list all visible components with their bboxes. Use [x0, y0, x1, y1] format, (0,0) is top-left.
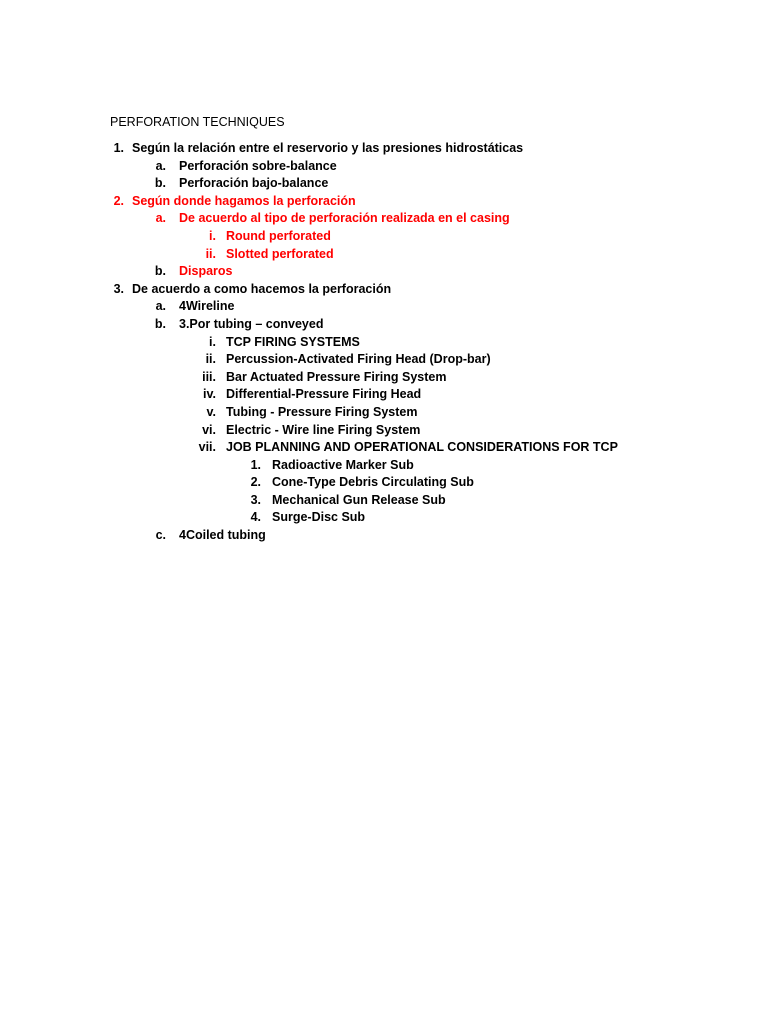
- list-item-marker: a.: [155, 158, 166, 173]
- list-item-text: TCP FIRING SYSTEMS: [226, 334, 360, 349]
- list-item-marker: 2.: [113, 193, 124, 208]
- outline-list: [0, 140, 768, 545]
- list-item-text: 4Coiled tubing: [179, 528, 266, 543]
- list-item-text: 3.Por tubing – conveyed: [179, 316, 324, 331]
- list-item-marker: b.: [154, 264, 166, 279]
- list-item-marker: 2.: [250, 475, 261, 490]
- list-item-text: Differential-Pressure Firing Head: [226, 387, 422, 402]
- list-item-text: 4Wireline: [179, 299, 235, 314]
- list-item: [0, 369, 768, 387]
- list-item: [0, 386, 768, 404]
- list-item-marker: v.: [206, 404, 216, 419]
- list-item-marker: ii.: [205, 352, 216, 367]
- list-item-text: Perforación bajo-balance: [179, 176, 329, 191]
- list-item-marker: ii.: [205, 246, 216, 261]
- list-item: [0, 457, 768, 475]
- list-item-marker: 1.: [113, 141, 124, 155]
- list-item: [0, 246, 768, 264]
- list-item-marker: c.: [155, 528, 166, 543]
- list-item-text: Round perforated: [226, 228, 331, 243]
- list-item: [0, 228, 768, 246]
- list-item: [0, 527, 768, 545]
- list-item-text: Cone-Type Debris Circulating Sub: [272, 475, 474, 490]
- list-item-marker: i.: [209, 228, 216, 243]
- list-item-marker: iii.: [202, 369, 216, 384]
- list-item-text: Bar Actuated Pressure Firing System: [226, 369, 447, 384]
- list-item: [0, 351, 768, 369]
- list-item-marker: 1.: [250, 457, 261, 472]
- list-item-text: Según donde hagamos la perforación: [132, 193, 356, 208]
- list-item: [0, 334, 768, 352]
- list-item-text: Percussion-Activated Firing Head (Drop-bar): [226, 352, 491, 367]
- list-item: [0, 492, 768, 510]
- list-item-text: Surge-Disc Sub: [272, 510, 366, 525]
- list-item: [0, 175, 768, 193]
- document-title: PERFORATION TECHNIQUES: [110, 115, 285, 129]
- list-item-text: Según la relación entre el reservorio y las presiones hidrostáticas: [132, 141, 524, 155]
- list-item-text: Slotted perforated: [226, 246, 334, 261]
- list-item: [0, 439, 768, 457]
- list-item-marker: b.: [154, 176, 166, 191]
- list-item-text: Tubing - Pressure Firing System: [226, 404, 418, 419]
- list-item: [0, 474, 768, 492]
- list-item: [0, 140, 768, 158]
- list-item-marker: b.: [154, 316, 166, 331]
- list-item: [0, 509, 768, 527]
- list-item-marker: iv.: [203, 387, 216, 402]
- list-item: [0, 193, 768, 211]
- list-item: [0, 210, 768, 228]
- list-item-marker: a.: [155, 211, 166, 226]
- list-item: [0, 158, 768, 176]
- list-item-marker: 3.: [113, 281, 124, 296]
- list-item-text: Electric - Wire line Firing System: [226, 422, 421, 437]
- list-item: [0, 298, 768, 316]
- list-item-marker: vi.: [202, 422, 216, 437]
- list-item: [0, 316, 768, 334]
- list-item-text: Radioactive Marker Sub: [272, 457, 414, 472]
- list-item-marker: 3.: [250, 492, 261, 507]
- list-item-text: De acuerdo al tipo de perforación realizada en el casing: [179, 211, 510, 226]
- list-item-marker: a.: [155, 299, 166, 314]
- list-item-marker: 4.: [250, 510, 261, 525]
- list-item-text: De acuerdo a como hacemos la perforación: [132, 281, 392, 296]
- list-item: [0, 422, 768, 440]
- list-item-marker: i.: [209, 334, 216, 349]
- list-item: [0, 263, 768, 281]
- list-item-marker: vii.: [198, 440, 216, 455]
- list-item: [0, 404, 768, 422]
- list-item: [0, 281, 768, 299]
- list-item-text: Disparos: [179, 264, 233, 279]
- list-item-text: Perforación sobre-balance: [179, 158, 337, 173]
- list-item-text: Mechanical Gun Release Sub: [272, 492, 446, 507]
- list-item-text: JOB PLANNING AND OPERATIONAL CONSIDERATIONS FOR TCP: [226, 440, 618, 455]
